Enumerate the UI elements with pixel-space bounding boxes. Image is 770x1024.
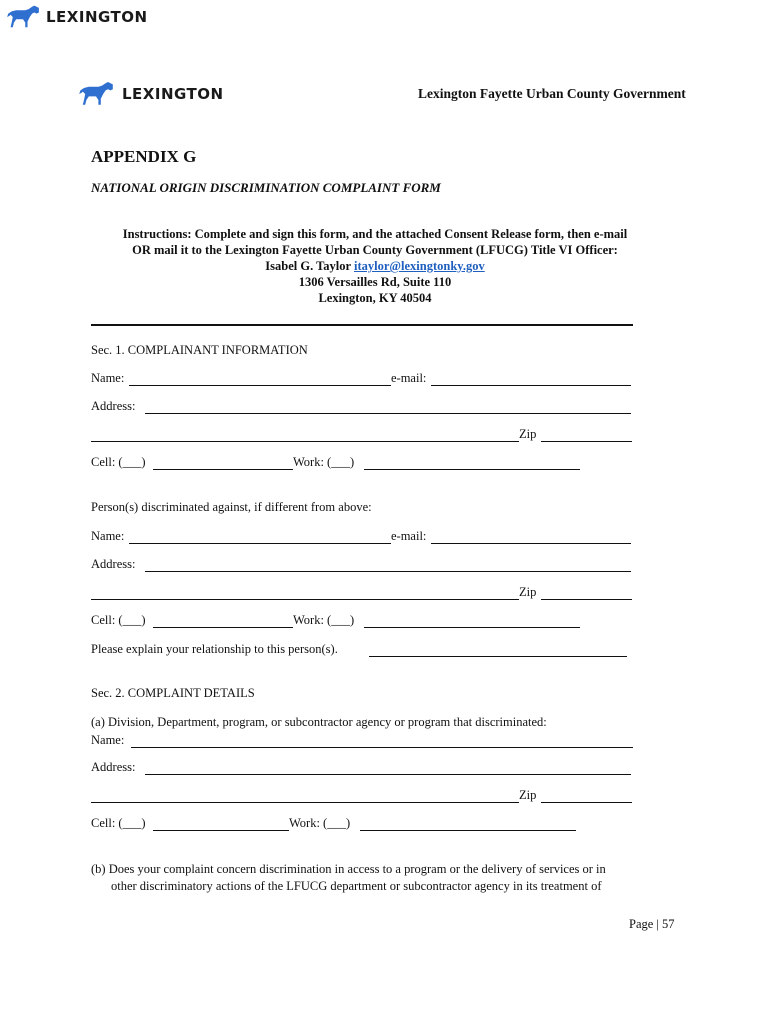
sec2-address-label: Address: [91,760,136,774]
section-divider [91,324,633,326]
officer-address-line-1: 1306 Versailles Rd, Suite 110 [298,275,452,289]
persons-heading: Person(s) discriminated against, if different from above: [91,500,372,514]
sec1-email-field[interactable] [431,373,631,386]
sec2-cell-label: Cell: (___) [91,816,146,830]
sec2-item-b-line-1: (b) Does your complaint concern discrimination in access to a program or the delivery of services or in [91,862,606,876]
sec2-heading: Sec. 2. COMPLAINT DETAILS [91,686,255,700]
logo-wordmark: LEXINGTON [46,8,148,26]
relationship-label: Please explain your relationship to this person(s). [91,642,338,656]
sec2-cell-field[interactable] [153,818,289,831]
sec1-address-field[interactable] [145,401,631,414]
officer-email-link[interactable]: itaylor@lexingtonky.gov [353,259,485,273]
site-logo[interactable] [6,4,148,30]
sec1-cell-field[interactable] [153,457,293,470]
sec1-zip-label: Zip [519,427,537,441]
sec2-work-field[interactable] [360,818,576,831]
sec1-work-field[interactable] [364,457,580,470]
sec1-address-label: Address: [91,399,136,413]
horse-icon [6,4,40,30]
officer-address-line-2: Lexington, KY 40504 [318,291,432,305]
sec2-item-a: (a) Division, Department, program, or subcontractor agency or program that discriminated: [91,715,547,729]
sec2-item-b-line-2: other discriminatory actions of the LFUCG department or subcontractor agency in its treatment of [111,879,602,893]
sec2-zip-label: Zip [519,788,537,802]
sec1-address-line-2-field[interactable] [91,429,519,442]
appendix-title: APPENDIX G [91,147,197,166]
sec1-name-field[interactable] [129,373,391,386]
sec2-address-line-2-field[interactable] [91,790,519,803]
sec2-zip-field[interactable] [541,790,632,803]
sec1-work-label: Work: (___) [293,455,355,469]
persons-address-field[interactable] [145,559,631,572]
sec1-name-label: Name: [91,371,125,385]
persons-email-field[interactable] [431,531,631,544]
persons-work-label: Work: (___) [293,613,355,627]
persons-address-label: Address: [91,557,136,571]
organization-name: Lexington Fayette Urban County Government [418,86,686,101]
relationship-field[interactable] [369,644,627,657]
persons-address-line-2-field[interactable] [91,587,519,600]
persons-cell-label: Cell: (___) [91,613,146,627]
persons-cell-field[interactable] [153,615,293,628]
officer-name: Isabel G. Taylor [265,259,351,273]
sec1-cell-label: Cell: (___) [91,455,146,469]
sec1-email-label: e-mail: [391,371,427,385]
persons-zip-field[interactable] [541,587,632,600]
horse-icon [78,80,114,108]
persons-email-label: e-mail: [391,529,427,543]
instructions-line-1: Instructions: Complete and sign this form, and the attached Consent Release form, then e-mail [122,227,628,241]
sec2-work-label: Work: (___) [289,816,351,830]
persons-work-field[interactable] [364,615,580,628]
sec1-heading: Sec. 1. COMPLAINANT INFORMATION [91,343,308,357]
sec2-name-field[interactable] [131,735,633,748]
persons-name-field[interactable] [129,531,391,544]
logo-wordmark: LEXINGTON [122,85,224,103]
sec2-address-field[interactable] [145,762,631,775]
persons-name-label: Name: [91,529,125,543]
page-number: Page | 57 [629,917,675,931]
document-logo [78,80,224,108]
sec2-name-label: Name: [91,733,125,747]
instructions-line-2: OR mail it to the Lexington Fayette Urban County Government (LFUCG) Title VI Officer: [132,243,618,257]
officer-line [91,258,659,274]
sec1-zip-field[interactable] [541,429,632,442]
persons-zip-label: Zip [519,585,537,599]
form-title: NATIONAL ORIGIN DISCRIMINATION COMPLAINT FORM [91,180,441,195]
